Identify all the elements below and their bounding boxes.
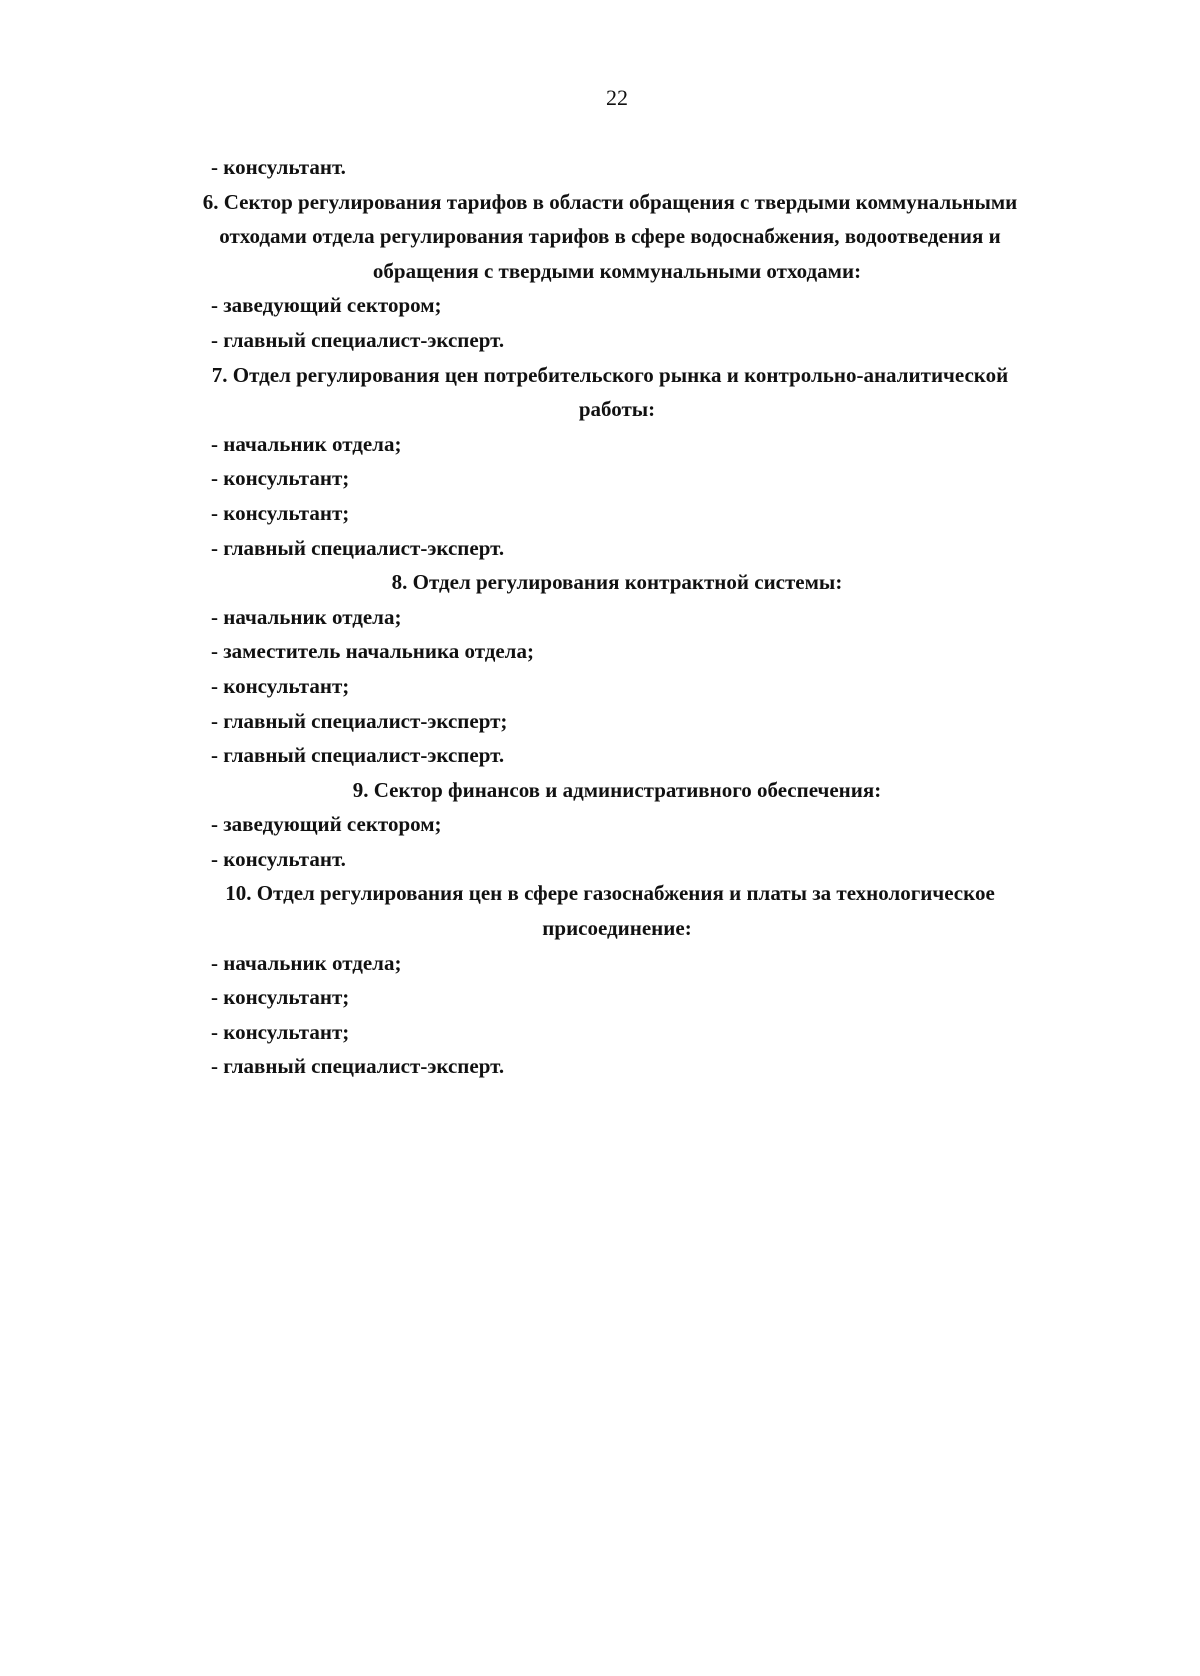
- section-heading-line: 10. Отдел регулирования цен в сфере газоснабжения и платы за технологическое: [225, 881, 995, 906]
- list-item: - главный специалист-эксперт.: [211, 1054, 505, 1079]
- list-item: - начальник отдела;: [211, 604, 402, 629]
- list-item: - консультант;: [211, 985, 350, 1010]
- section-heading-line: 9. Сектор финансов и административного обеспечения:: [352, 777, 882, 802]
- list-item: - главный специалист-эксперт.: [211, 535, 505, 560]
- section-heading-line: 8. Отдел регулирования контрактной системы:: [391, 570, 843, 595]
- list-item: - заведующий сектором;: [211, 812, 442, 837]
- list-item: - заведующий сектором;: [211, 293, 442, 318]
- list-item: - консультант.: [211, 155, 346, 179]
- list-item: - начальник отдела;: [211, 431, 402, 456]
- document-body: [0, 150, 1200, 1084]
- list-item: - консультант;: [211, 500, 350, 525]
- section-heading-line: работы:: [578, 397, 656, 422]
- section-heading-line: отходами отдела регулирования тарифов в сфере водоснабжения, водоотведения и: [219, 224, 1001, 249]
- list-item: - консультант;: [211, 673, 350, 698]
- section-heading-line: обращения с твердыми коммунальными отходами:: [372, 258, 862, 283]
- page-number: 22: [606, 85, 628, 110]
- list-item: - консультант.: [211, 846, 346, 871]
- section-heading-line: присоединение:: [542, 916, 692, 941]
- list-item: - консультант;: [211, 1019, 350, 1044]
- list-item: - главный специалист-эксперт.: [211, 743, 505, 768]
- list-item: - начальник отдела;: [211, 950, 402, 975]
- list-item: - заместитель начальника отдела;: [211, 639, 534, 664]
- list-item: - консультант;: [211, 466, 350, 491]
- section-heading-line: 7. Отдел регулирования цен потребительского рынка и контрольно-аналитической: [211, 362, 1009, 387]
- list-item: - главный специалист-эксперт;: [211, 708, 508, 733]
- list-item: - главный специалист-эксперт.: [211, 327, 505, 352]
- section-heading-line: 6. Сектор регулирования тарифов в области обращения с твердыми коммунальными: [202, 189, 1018, 214]
